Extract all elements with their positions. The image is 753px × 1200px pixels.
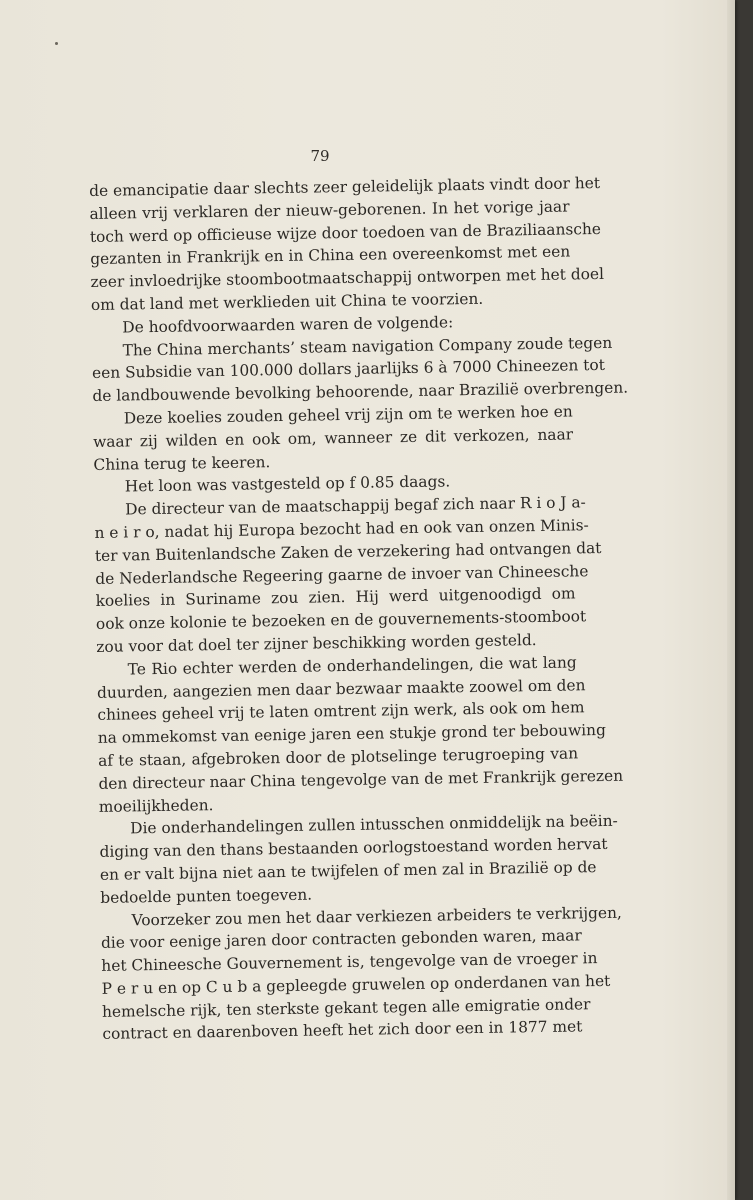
text-line: diging van den thans bestaanden oorlogstoestand worden hervat — [99, 835, 608, 862]
text-line: duurden, aangezien men daar bezwaar maakte zoowel om den — [96, 675, 586, 702]
text-line: Te Rio echter werden de onderhandelingen, die wat lang — [127, 653, 577, 679]
text-line: n e i r o, nadat hij Europa bezocht had en ook van onzen Minis- — [94, 516, 589, 542]
text-line: zeer invloedrijke stoombootmaatschappij ontworpen met het doel — [90, 265, 605, 292]
text-line: De hoofdvoorwaarden waren de volgende: — [122, 313, 454, 337]
text-line: hemelsche rijk, ten sterkste gekant tegen alle emigratie onder — [101, 994, 591, 1021]
text-line: The China merchants’ steam navigation Company zoude tegen — [122, 333, 613, 360]
text-line: die voor eenige jaren door contracten gebonden waren, maar — [100, 926, 582, 953]
text-line: Deze koelies zouden geheel vrij zijn om te werken hoe en — [123, 402, 573, 428]
text-line: Die onderhandelingen zullen intusschen onmiddelijk na beëin- — [130, 812, 618, 838]
text-line: af te staan, afgebroken door de plotselinge terugroeping van — [97, 744, 579, 770]
text-line: gezanten in Frankrijk en in China een overeenkomst met een — [90, 242, 571, 269]
text-line: bedoelde punten toegeven. — [100, 885, 313, 907]
text-line: en er valt bijna niet aan te twijfelen of men zal in Brazilië op de — [99, 858, 597, 884]
text-line: om dat land met werklieden uit China te voorzien. — [90, 289, 484, 314]
text-line: Voorzeker zou men het daar verkiezen arbeiders te verkrijgen, — [131, 903, 622, 929]
page-edge — [727, 0, 735, 1200]
text-line: P e r u en op C u b a gepleegde gruwelen op onderdanen van het — [101, 971, 611, 998]
text-line: waar zij wilden en ook om, wanneer ze dit verkozen, naar — [92, 425, 574, 451]
text-line: ter van Buitenlandsche Zaken de verzekering had ontvangen dat — [94, 538, 602, 565]
text-line: ook onze kolonie te bezoeken en de gouvernements-stoomboot — [95, 607, 587, 634]
text-line: een Subsidie van 100.000 dollars jaarlijks 6 à 7000 Chineezen tot — [91, 356, 605, 383]
text-line: het Chineesche Gouvernement is, tengevolge van de vroeger in — [101, 949, 598, 975]
text-line: moeilijkheden. — [98, 795, 214, 816]
text-line: China terug te keeren. — [93, 452, 271, 474]
text-line: de landbouwende bevolking behoorende, naar Brazilië overbrengen. — [92, 378, 629, 406]
text-line: toch werd op officieuse wijze door toedoen van de Braziliaansche — [89, 219, 602, 246]
text-line: De directeur van de maatschappij begaf zich naar R i o J a- — [125, 493, 586, 519]
text-line: na ommekomst van eenige jaren een stukje grond ter bebouwing — [97, 721, 606, 748]
text-line: zou voor dat doel ter zijner beschikking worden gesteld. — [96, 630, 537, 656]
text-line: koelies in Suriname zou zien. Hij werd uitgenoodigd om — [95, 584, 576, 611]
paper-speck — [55, 42, 58, 45]
text-line: de Nederlandsche Regeering gaarne de invoer van Chineesche — [95, 561, 589, 588]
body-text — [89, 172, 629, 1046]
text-line: chinees geheel vrij te laten omtrent zijn werk, als ook om hem — [97, 698, 585, 725]
text-line: den directeur naar China tengevolge van de met Frankrijk gerezen — [98, 766, 624, 793]
text-line: alleen vrij verklaren der nieuw-geborenen. In het vorige jaar — [89, 197, 570, 223]
text-line: de emancipatie daar slechts zeer geleidelijk plaats vindt door het — [89, 173, 601, 200]
page-number: 79 — [310, 147, 330, 165]
text-line: Het loon was vastgesteld op f 0.85 daags. — [124, 472, 451, 496]
text-line: contract en daarenboven heeft het zich door een in 1877 met — [102, 1017, 583, 1044]
